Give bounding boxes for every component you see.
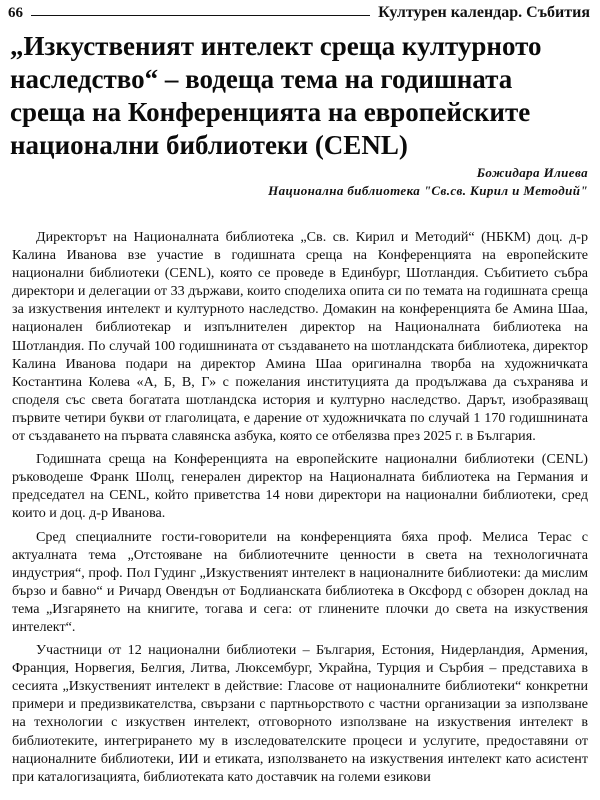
- page-number: 66: [8, 5, 23, 21]
- paragraph: Годишната среща на Конференцията на европейските национални библиотеки (CENL) ръководеше Франк Шолц, генерален директор на Националната библиотека на Германия и председател на CENL, който приветства 14 нови директори на национални библиотеки, сред които и доц. д-р Иванова.: [12, 451, 588, 522]
- header-rule: [31, 15, 370, 16]
- author-affiliation: Национална библиотека "Св.св. Кирил и Методий": [268, 183, 588, 198]
- byline: [268, 164, 588, 200]
- article-body: [12, 228, 588, 791]
- article-title: „Изкуственият интелект среща културното наследство“ – водеща тема на годишната среща на Конференцията на европейските национални библиотеки (CENL): [10, 31, 542, 160]
- running-header: [8, 2, 590, 22]
- section-title: Културен календар. Събития: [378, 4, 590, 21]
- paragraph: Участници от 12 национални библиотеки – България, Естония, Нидерландия, Армения, Франция, Норвегия, Белгия, Литва, Люксембург, Украйна, Турция и Сърбия – представиха в сесията „Изкуственият интелект в действие: Гласове от националните библиотеки“ конкретни примери и предизвикателства, свързани с партньорството с частни организации за използване на технологии с изкуствен интелект, отговорното използване на изкуствения интелект в библиотеките, интегрирането му в изследователските процеси и услугите, предоставяни от националните библиотеки, ИИ и етиката, използването на изкуствения интелект като асистент при каталогизацията, библиотеката като доставчик на големи езикови: [12, 642, 588, 785]
- paragraph: Сред специалните гости-говорители на конференцията бяха проф. Мелиса Терас с актуалната тема „Отстояване на библиотечните ценности в света на технологичната индустрия“, проф. Пол Гудинг „Изкуственият интелект в националните библиотеки: да мислим бързо и бавно“ и Ричард Овендън от Бодлианската библиотека в Оксфорд с обзорен доклад на тема „Изгарянето на книгите, тогава и сега: от глинените плочки до света на изкуствения интелект“.: [12, 528, 588, 635]
- paragraph: Директорът на Националната библиотека „Св. св. Кирил и Методий“ (НБКМ) доц. д-р Калина Иванова взе участие в годишната среща на Конференцията на европейските национални библиотеки (CENL), която се проведе в Единбург, Шотландия. Събитието събра директори и делегации от 33 държави, които споделиха опита си по темата на годишната среща за изкуствения интелект и културното наследство. Домакин на конференцията бе Амина Шаа, национален библиотекар и изпълнителен директор на Националната библиотека на Шотландия. По случай 100 годишнината от създаването на шотландската библиотека, директор Калина Иванова подари на директор Амина Шаа оригинална творба на художничката Костантина Колева «А, Б, В, Г» с пожелания институцията да продължава да съхранява и споделя със света богатата шотландска история и културно наследство. Дарът, изобразяващ първите четири букви от глаголицата, е дарение от художничката по случай 1 170 годишнината от създаването на първата славянска азбука, която се отбелязва през 2025 г. в България.: [12, 229, 588, 445]
- author-name: Божидара Илиева: [476, 165, 588, 180]
